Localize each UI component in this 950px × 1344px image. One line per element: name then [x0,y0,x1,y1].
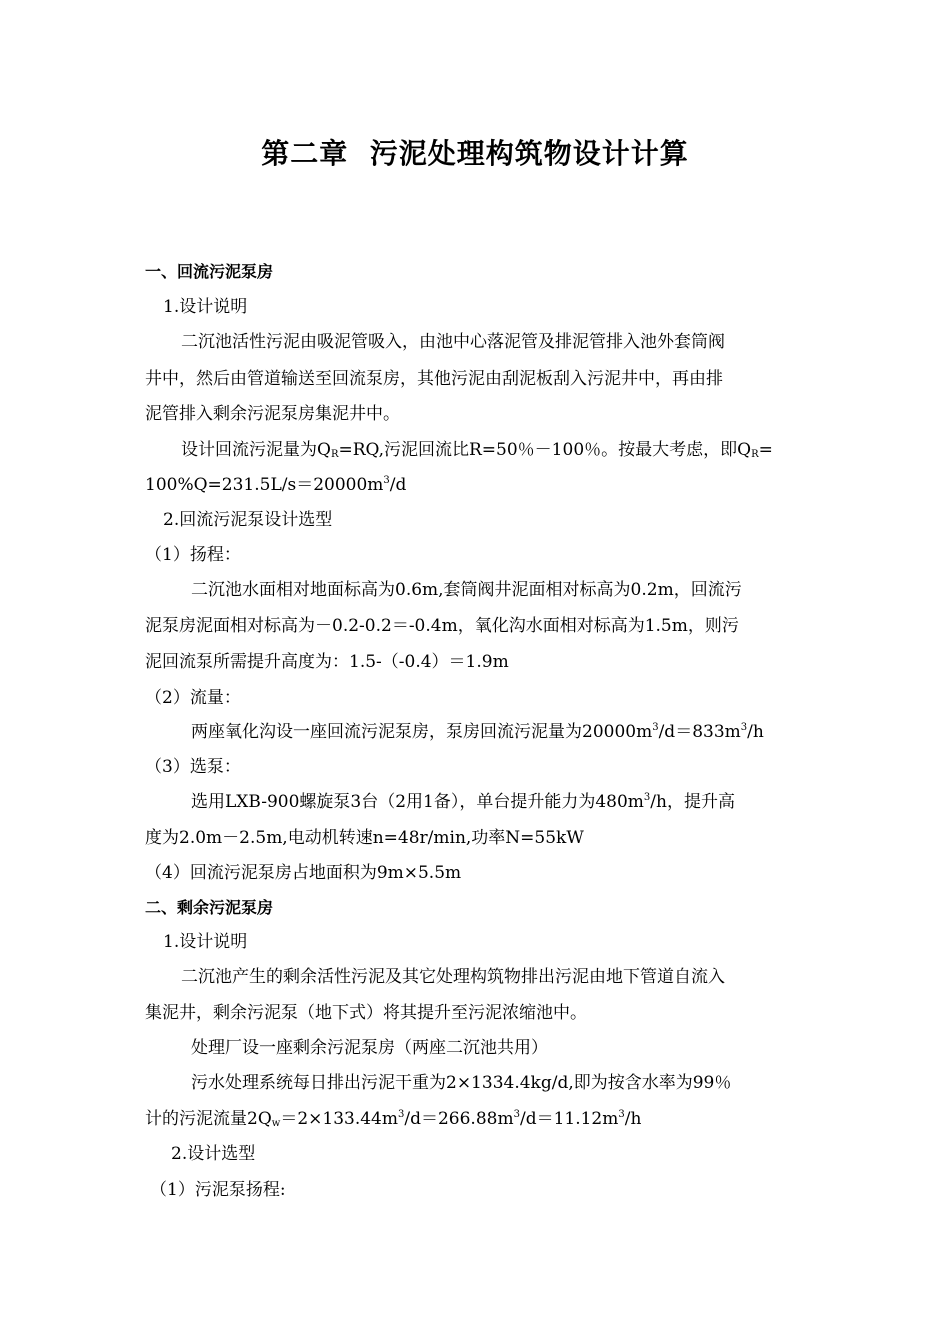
paragraph-line: 设计回流污泥量为$Q_R=RQ$,污泥回流比R=50％－100％。按最大考虑，即$Q_R=$ [181,440,773,460]
item-label: （2）流量： [145,688,241,708]
subheading-design-selection: 2.设计选型 [171,1144,256,1164]
paragraph-line: 计的污泥流量$2Q_w=2\times 133.44m^3/d=266.88m^3/d=11.12m^3/h$ [145,1109,642,1129]
paragraph-line: 泥泵房泥面相对标高为－0.2-0.2＝-0.4m，氧化沟水面相对标高为1.5m，则污 [145,616,739,636]
chapter-title: 第二章 污泥处理构筑物设计计算 [261,137,689,170]
paragraph-line: 度为2.0m－2.5m,电动机转速n=48r/min,功率N=55kW [145,828,584,848]
paragraph-line: $100\%Q=231.5L/s=20000m^3/d$ [145,475,407,495]
paragraph-line: 污水处理系统每日排出污泥干重为2×1334.4kg/d,即为按含水率为99％ [191,1073,732,1093]
paragraph-line: 选用LXB-900螺旋泵3台（2用1备），单台提升能力为$480m^3/h$，提升高 [191,792,735,812]
paragraph-line: 二沉池水面相对地面标高为0.6m,套筒阀井泥面相对标高为0.2m，回流污 [191,580,742,600]
item-label: （3）选泵： [145,757,241,777]
paragraph-line: 泥回流泵所需提升高度为：1.5-（-0.4）＝1.9m [145,652,509,672]
section-heading-2: 二、剩余污泥泵房 [145,898,274,917]
paragraph-line: 泥管排入剩余污泥泵房集泥井中。 [145,404,400,424]
paragraph-line: 二沉池活性污泥由吸泥管吸入，由池中心落泥管及排泥管排入池外套筒阀 [181,332,725,352]
item-label: （4）回流污泥泵房占地面积为9m×5.5m [145,863,462,883]
item-label: （1）扬程： [145,545,241,565]
section-heading-1: 一、回流污泥泵房 [145,262,274,281]
subheading-design-notes: 1.设计说明 [163,932,248,952]
paragraph-line: 集泥井，剩余污泥泵（地下式）将其提升至污泥浓缩池中。 [145,1003,587,1023]
subheading-pump-selection: 2.回流污泥泵设计选型 [163,510,333,530]
paragraph-line: 处理厂设一座剩余污泥泵房（两座二沉池共用） [191,1038,548,1058]
paragraph-line: 井中，然后由管道输送至回流泵房，其他污泥由刮泥板刮入污泥井中，再由排 [145,369,723,389]
subheading-design-notes: 1.设计说明 [163,297,248,317]
paragraph-line: 两座氧化沟设一座回流污泥泵房，泵房回流污泥量为$20000m^3/d=833m^3/h$ [191,722,764,742]
item-label: （1）污泥泵扬程: [150,1180,286,1200]
paragraph-line: 二沉池产生的剩余活性污泥及其它处理构筑物排出污泥由地下管道自流入 [181,967,725,987]
